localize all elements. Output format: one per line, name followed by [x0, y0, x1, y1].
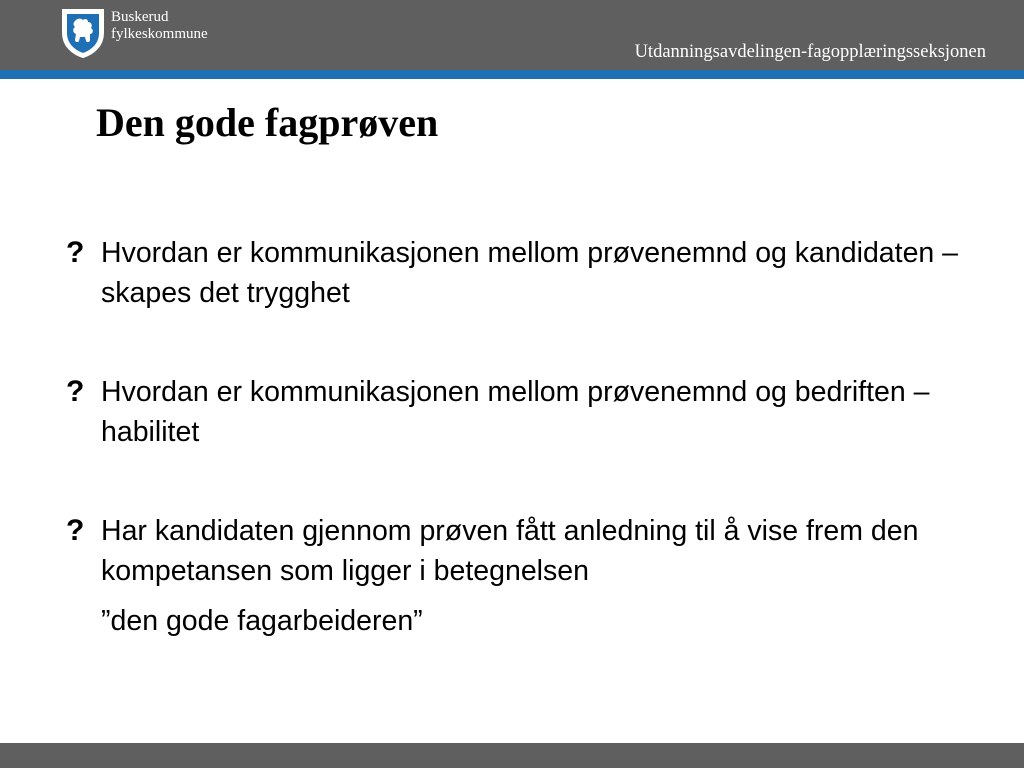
header-stripe [0, 70, 1024, 79]
bullet-text: Har kandidaten gjennom prøven fått anledning til å vise frem den kompetansen som ligger i betegnelsen [101, 515, 919, 587]
question-mark-icon: ? [66, 236, 85, 269]
bullet-text: Hvordan er kommunikasjonen mellom prøvenemnd og kandidaten – skapes det trygghet [101, 237, 959, 309]
org-name-line2: fylkeskommune [111, 26, 208, 42]
org-name [111, 9, 208, 43]
bullet-item [66, 511, 966, 641]
bullet-text: Hvordan er kommunikasjonen mellom prøvenemnd og bedriften – habilitet [101, 376, 930, 448]
question-mark-icon: ? [66, 375, 85, 408]
question-mark-icon: ? [66, 514, 85, 547]
bullet-item [66, 372, 966, 452]
footer-bar [0, 743, 1024, 768]
department-name: Utdanningsavdelingen-fagopplæringsseksjonen [634, 42, 986, 62]
bullet-subtext: ”den gode fagarbeideren” [101, 605, 423, 637]
org-name-line1: Buskerud [111, 9, 169, 25]
slide-title: Den gode fagprøven [96, 100, 439, 145]
header-bar [0, 0, 1024, 70]
bullet-item [66, 233, 966, 313]
bullet-list [66, 233, 966, 641]
lion-shield-icon [60, 7, 106, 59]
